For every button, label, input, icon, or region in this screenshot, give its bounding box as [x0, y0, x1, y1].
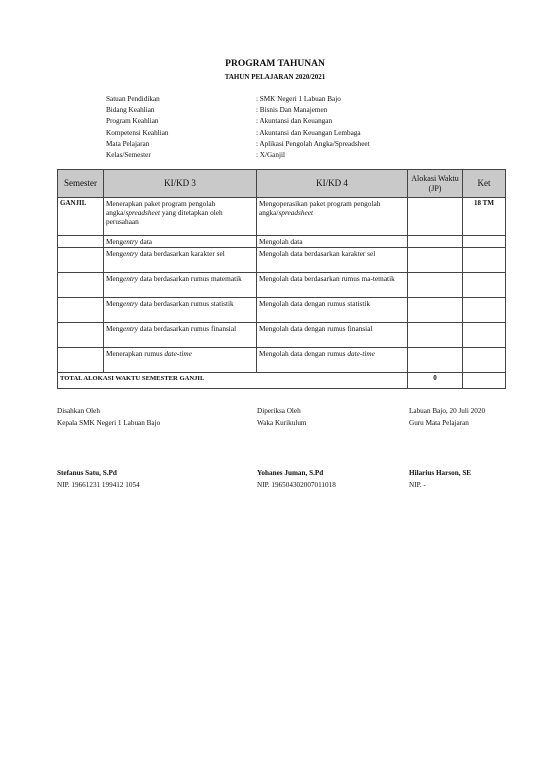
total-label: TOTAL ALOKASI WAKTU SEMESTER GANJIL: [58, 373, 408, 389]
kd3-cell: Mengentry data berdasarkan rumus statistik: [104, 298, 257, 323]
annual-program-table: [57, 169, 506, 389]
signature-nip: NIP. -: [409, 481, 426, 489]
table-row: [58, 273, 506, 298]
ket-cell: [463, 323, 506, 348]
semester-cell: [58, 323, 104, 348]
ket-cell: [463, 236, 506, 248]
info-row: [106, 116, 370, 127]
kd3-cell: Mengentry data berdasarkan rumus finansial: [104, 323, 257, 348]
total-value: 0: [408, 373, 463, 389]
ket-cell: 18 TM: [463, 198, 506, 236]
semester-cell: [58, 273, 104, 298]
table-header-row: [58, 170, 506, 198]
kd4-cell: Mengolah data: [257, 236, 408, 248]
kd4-cell: Mengolah data dengan rumus statistik: [257, 298, 408, 323]
signature-position: Guru Mata Pelajaran: [409, 419, 469, 427]
kd3-cell: Mengentry data berdasarkan karakter sel: [104, 248, 257, 273]
ket-cell: [463, 348, 506, 373]
kd4-cell: Mengolah data berdasarkan karakter sel: [257, 248, 408, 273]
info-label: Kelas/Semester: [106, 151, 151, 160]
alokasi-cell: [408, 236, 463, 248]
kd4-cell: Mengolah data berdasarkan rumus ma-tematik: [257, 273, 408, 298]
table-row: [58, 298, 506, 323]
alokasi-cell: [408, 273, 463, 298]
table-row: [58, 198, 506, 236]
info-value: : Aplikasi Pengolah Angka/Spreadsheet: [256, 139, 370, 148]
kd3-cell: Menerapkan rumus date-time: [104, 348, 257, 373]
info-label: Satuan Pendidikan: [106, 95, 160, 103]
info-value: : Bisnis Dan Manajemen: [256, 106, 328, 115]
alokasi-cell: [408, 198, 463, 236]
semester-cell: [58, 298, 104, 323]
info-row: [106, 139, 370, 150]
info-value: : X/Ganjil: [256, 151, 285, 160]
signature-middle: [257, 405, 336, 491]
kd3-cell: Menerapkan paket program pengolah angka/spreadsheet yang ditetapkan oleh perusahaan: [104, 198, 257, 236]
ket-cell: [463, 298, 506, 323]
document-subtitle: TAHUN PELAJARAN 2020/2021: [224, 73, 326, 81]
kd4-cell: Mengolah data dengan rumus date-time: [257, 348, 408, 373]
signature-role: Diperiksa Oleh: [257, 407, 301, 415]
signature-right: [409, 405, 485, 491]
table-row: [58, 348, 506, 373]
document-title: PROGRAM TAHUNAN: [225, 59, 325, 69]
info-label: Bidang Keahlian: [106, 106, 155, 115]
info-row: [106, 94, 370, 105]
alokasi-cell: [408, 298, 463, 323]
table-total-row: [58, 373, 506, 389]
identity-info: [106, 94, 370, 161]
alokasi-cell: [408, 348, 463, 373]
info-row: [106, 128, 370, 139]
signature-role: Disahkan Oleh: [57, 407, 100, 415]
signature-nip: NIP. 19661231 199412 1054: [57, 481, 140, 489]
header-ket: Ket: [463, 170, 506, 198]
header-semester: Semester: [58, 170, 104, 198]
info-value: : Akuntansi dan Keuangan Lembaga: [256, 128, 361, 137]
signature-name: Yohanes Juman, S.Pd: [257, 469, 324, 477]
kd3-cell: Mengentry data berdasarkan rumus matematik: [104, 273, 257, 298]
signature-position: Waka Kurikulum: [257, 419, 307, 427]
total-ket-cell: [463, 373, 506, 389]
signature-date: Labuan Bajo, 20 Juli 2020: [409, 407, 486, 415]
ket-cell: [463, 273, 506, 298]
header-kd3: KI/KD 3: [104, 170, 257, 198]
table-row: [58, 236, 506, 248]
info-label: Program Keahlian: [106, 117, 159, 126]
semester-cell: [58, 348, 104, 373]
signature-nip: NIP. 196504302007011018: [257, 481, 336, 489]
table-row: [58, 248, 506, 273]
alokasi-cell: [408, 323, 463, 348]
signature-name: Stefanus Satu, S.Pd: [57, 469, 117, 477]
signature-position: Kepala SMK Negeri 1 Labuan Bajo: [57, 419, 161, 427]
alokasi-cell: [408, 248, 463, 273]
semester-cell: [58, 236, 104, 248]
signature-left: [57, 405, 160, 491]
header-alokasi: Alokasi Waktu (JP): [408, 170, 463, 198]
info-value: : SMK Negeri 1 Labuan Bajo: [256, 95, 341, 103]
info-label: Kompetensi Keahlian: [106, 128, 169, 137]
info-row: [106, 105, 370, 116]
header-kd4: KI/KD 4: [257, 170, 408, 198]
kd3-cell: Mengentry data: [104, 236, 257, 248]
kd4-cell: Mengolah data dengan rumus finansial: [257, 323, 408, 348]
semester-cell: GANJIL: [58, 198, 104, 236]
kd4-cell: Mengoperasikan paket program pengolah angka/spreadsheet: [257, 198, 408, 236]
ket-cell: [463, 248, 506, 273]
info-row: [106, 150, 370, 161]
info-value: : Akuntansi dan Keuangan: [256, 117, 333, 126]
table-row: [58, 323, 506, 348]
info-label: Mata Pelajaran: [106, 139, 150, 148]
signature-name: Hilarius Harson, SE: [409, 469, 472, 477]
semester-cell: [58, 248, 104, 273]
